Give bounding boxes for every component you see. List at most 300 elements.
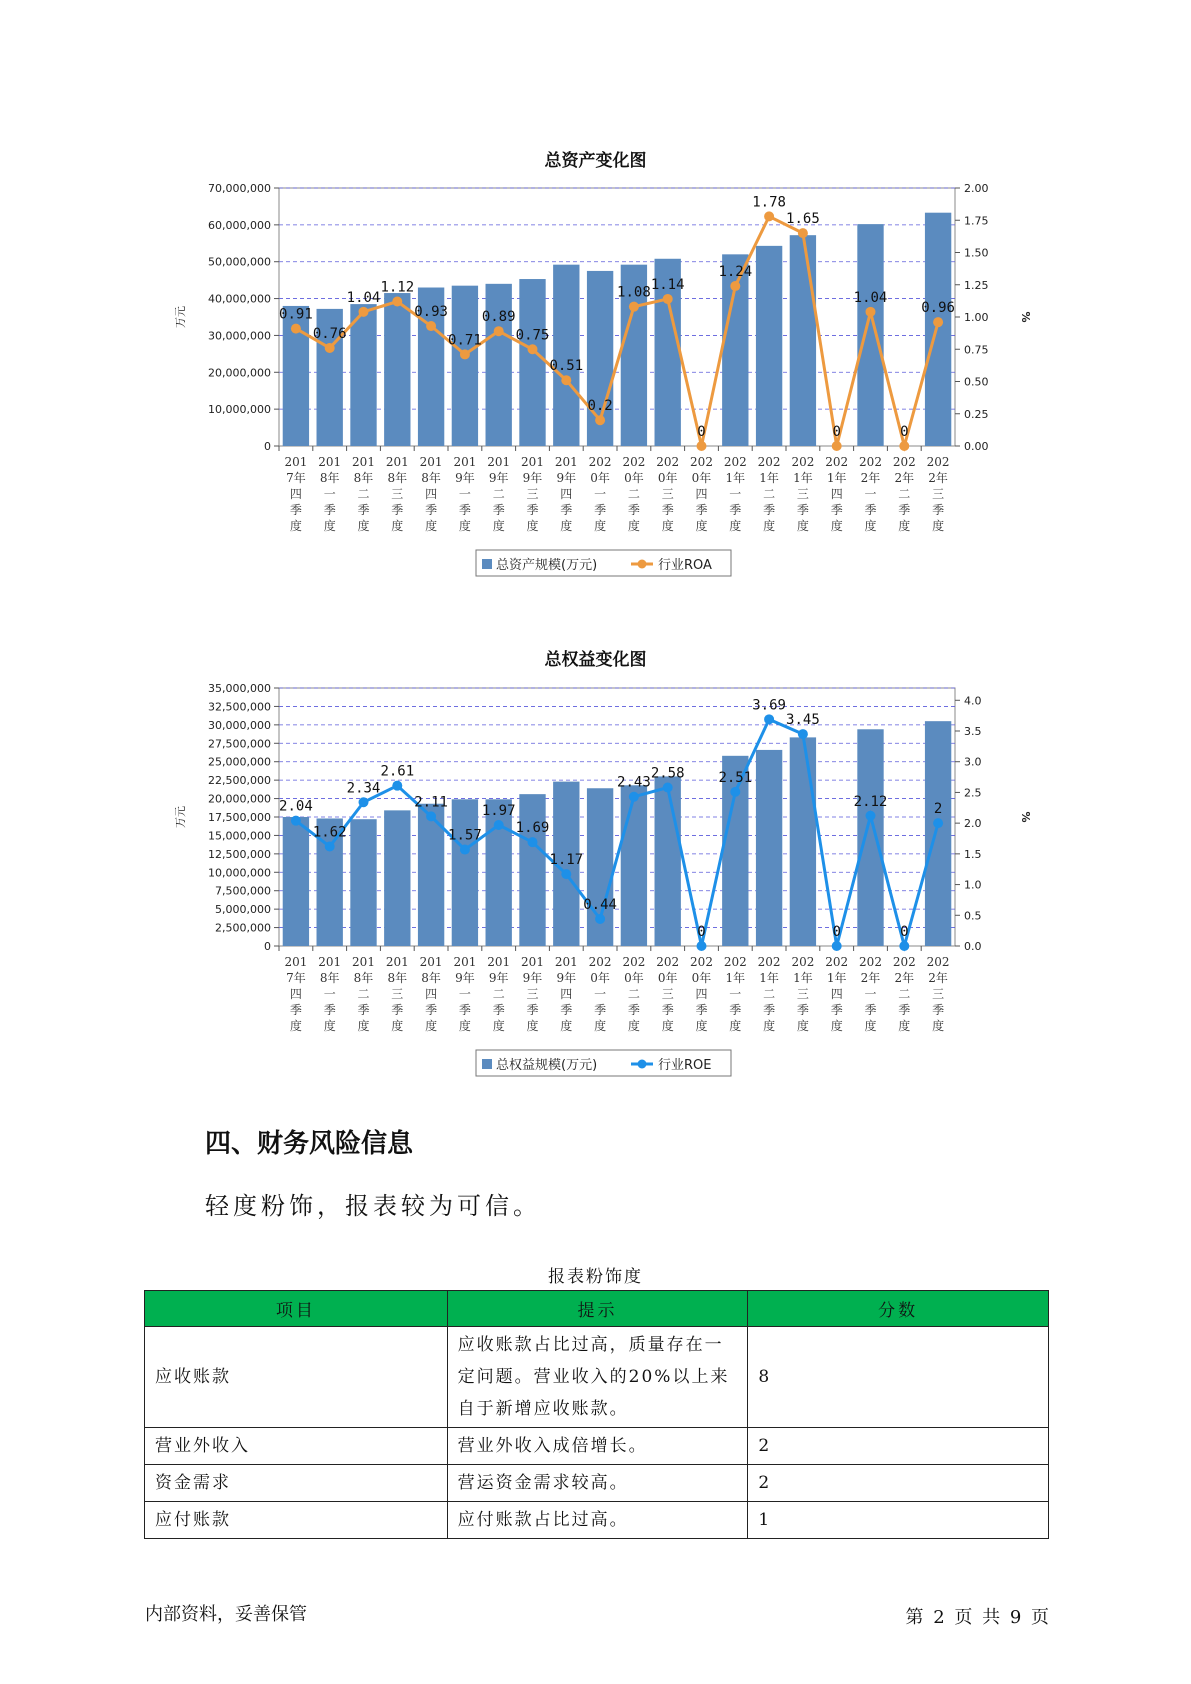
x-tick-label: 201: [385, 955, 409, 969]
x-tick-label: 度: [864, 519, 877, 533]
data-label: 0.96: [921, 300, 955, 317]
bar: [756, 750, 782, 946]
x-tick-label: 2年: [860, 971, 881, 985]
data-label: 0.44: [583, 896, 617, 913]
y-tick-label-left: 50,000,000: [208, 255, 271, 269]
data-label: 2.04: [279, 798, 313, 815]
x-tick-label: 二: [627, 487, 640, 501]
x-tick-label: 度: [729, 519, 742, 533]
data-label: 0: [832, 924, 841, 940]
data-label: 1.24: [718, 264, 753, 281]
series-point: [899, 441, 909, 451]
y-tick-label-left: 60,000,000: [208, 218, 271, 232]
x-tick-label: 1年: [725, 971, 746, 985]
x-tick-label: 季: [357, 503, 370, 517]
x-tick-label: 三: [932, 487, 945, 501]
x-tick-label: 度: [458, 519, 471, 533]
x-tick-label: 二: [763, 987, 776, 1001]
x-tick-label: 四: [695, 487, 708, 501]
x-tick-label: 季: [425, 503, 438, 517]
x-tick-label: 202: [690, 955, 713, 969]
series-point: [798, 729, 808, 739]
y-tick-label-right: 0.00: [964, 440, 989, 453]
data-label: 1.12: [380, 279, 415, 296]
x-tick-label: 一: [729, 487, 742, 501]
x-tick-label: 0年: [590, 971, 610, 985]
x-tick-label: 8年: [387, 471, 408, 485]
x-tick-label: 季: [763, 503, 776, 517]
x-tick-label: 三: [526, 487, 539, 501]
x-tick-label: 201: [284, 955, 308, 969]
x-tick-label: 季: [695, 503, 708, 517]
data-label: 2.12: [853, 793, 888, 810]
y-tick-label-right: 1.25: [964, 278, 989, 292]
series-point: [933, 317, 943, 327]
x-tick-label: 201: [487, 455, 511, 469]
y-tick-label-left: 30,000,000: [208, 718, 271, 732]
series-point: [933, 818, 943, 828]
x-tick-label: 一: [458, 987, 471, 1001]
bar: [790, 737, 816, 946]
legend-bar-label: 总权益规模(万元): [496, 1058, 598, 1073]
row-score: 1: [748, 1502, 1049, 1539]
series-point: [629, 792, 639, 802]
y-tick-label-right: 1.00: [964, 311, 989, 324]
y-tick-label-right: 1.5: [964, 847, 982, 861]
row-hint: 营业外收入成倍增长。: [447, 1428, 748, 1465]
bar: [384, 810, 410, 946]
data-label: 0.51: [549, 358, 584, 375]
x-tick-label: 202: [791, 455, 815, 469]
data-label: 2.11: [414, 794, 448, 811]
x-tick-label: 度: [627, 519, 640, 533]
row-item: 资金需求: [145, 1465, 448, 1502]
x-tick-label: 度: [864, 1019, 877, 1033]
y-tick-label-right: 3.5: [964, 725, 982, 738]
x-tick-label: 度: [492, 519, 505, 533]
x-tick-label: 二: [627, 987, 640, 1001]
bar: [350, 819, 376, 946]
series-point: [291, 816, 301, 826]
legend-bar-swatch: [482, 559, 492, 569]
x-tick-label: 季: [932, 1003, 945, 1017]
table-header-hint: 提示: [447, 1291, 748, 1327]
y-tick-label-left: 70,000,000: [208, 182, 271, 195]
x-tick-label: 季: [729, 503, 742, 517]
section-body: 轻度粉饰，报表较为可信。: [205, 1192, 541, 1220]
x-tick-label: 1年: [826, 971, 847, 985]
data-label: 0.76: [312, 325, 347, 342]
bar: [350, 304, 376, 446]
x-tick-label: 7年: [286, 971, 306, 985]
bar: [925, 721, 951, 946]
x-tick-label: 四: [560, 987, 573, 1001]
data-label: 1.65: [786, 211, 820, 228]
series-point: [359, 307, 369, 317]
x-tick-label: 季: [560, 503, 573, 517]
x-tick-label: 度: [661, 1019, 674, 1033]
x-tick-label: 季: [695, 1003, 708, 1017]
x-tick-label: 度: [425, 1019, 438, 1033]
y-tick-label-left: 12,500,000: [208, 847, 271, 861]
x-tick-label: 度: [763, 519, 776, 533]
x-tick-label: 度: [560, 1019, 573, 1033]
x-tick-label: 季: [526, 1003, 539, 1017]
series-point: [426, 321, 436, 331]
series-point: [798, 228, 808, 238]
x-tick-label: 三: [391, 487, 404, 501]
data-label: 0.2: [587, 398, 613, 415]
x-tick-label: 202: [588, 955, 612, 969]
series-point: [764, 211, 774, 221]
series-point: [460, 845, 470, 855]
x-tick-label: 202: [757, 955, 781, 969]
x-tick-label: 8年: [421, 971, 441, 985]
x-tick-label: 度: [830, 1019, 843, 1033]
y-tick-label-left: 0: [264, 940, 271, 953]
data-label: 1.04: [853, 289, 888, 306]
x-tick-label: 季: [932, 503, 945, 517]
data-label: 2: [933, 801, 943, 818]
x-tick-label: 0年: [590, 471, 610, 485]
legend-line-label: 行业ROE: [658, 1058, 712, 1073]
x-tick-label: 201: [487, 955, 511, 969]
x-tick-label: 季: [898, 503, 911, 517]
x-tick-label: 季: [391, 1003, 404, 1017]
x-tick-label: 度: [898, 519, 911, 533]
x-tick-label: 一: [323, 487, 336, 501]
x-tick-label: 度: [323, 519, 336, 533]
x-tick-label: 二: [763, 487, 776, 501]
x-tick-label: 201: [318, 455, 342, 469]
x-tick-label: 度: [594, 1019, 607, 1033]
y-tick-label-right: 0.25: [964, 407, 989, 421]
x-tick-label: 8年: [353, 971, 374, 985]
x-tick-label: 季: [560, 1003, 573, 1017]
x-tick-label: 201: [284, 455, 308, 469]
x-tick-label: 202: [926, 955, 950, 969]
x-tick-label: 201: [554, 455, 578, 469]
x-tick-label: 度: [695, 1019, 708, 1033]
table-row: [145, 1428, 1049, 1465]
row-score: 2: [748, 1465, 1049, 1502]
legend-line-label: 行业ROA: [658, 558, 712, 573]
data-label: 1.04: [346, 289, 381, 306]
y-tick-label-right: 2.00: [964, 182, 989, 195]
bar: [452, 799, 478, 946]
data-label: 1.78: [752, 194, 786, 211]
data-label: 2.43: [617, 774, 651, 791]
x-tick-label: 四: [695, 987, 708, 1001]
series-point: [426, 811, 436, 821]
x-tick-label: 季: [830, 1003, 843, 1017]
x-tick-label: 四: [830, 487, 843, 501]
series-point: [866, 811, 876, 821]
x-tick-label: 二: [898, 987, 911, 1001]
x-tick-label: 季: [391, 503, 404, 517]
bar: [621, 785, 647, 946]
x-tick-label: 1年: [826, 471, 847, 485]
x-tick-label: 0年: [691, 971, 712, 985]
x-tick-label: 一: [594, 487, 607, 501]
y-tick-label-right: 1.75: [964, 214, 989, 228]
x-tick-label: 一: [864, 487, 877, 501]
x-tick-label: 三: [932, 987, 945, 1001]
x-tick-label: 201: [419, 955, 443, 969]
y-tick-label-right: 0.5: [964, 909, 982, 923]
series-point: [730, 281, 740, 291]
x-tick-label: 202: [825, 455, 849, 469]
x-tick-label: 9年: [522, 971, 543, 985]
x-tick-label: 9年: [455, 971, 475, 985]
x-tick-label: 8年: [421, 471, 441, 485]
bar: [790, 235, 816, 446]
x-tick-label: 二: [898, 487, 911, 501]
x-tick-label: 季: [594, 1003, 607, 1017]
series-point: [561, 375, 571, 385]
series-point: [663, 294, 673, 304]
legend-bar-swatch: [482, 1059, 492, 1069]
y-tick-label-left: 32,500,000: [208, 700, 271, 714]
x-tick-label: 201: [521, 955, 544, 969]
x-tick-label: 8年: [319, 971, 340, 985]
y-tick-label-left: 0: [264, 440, 271, 453]
x-tick-label: 2年: [928, 971, 948, 985]
x-tick-label: 202: [723, 455, 747, 469]
y-tick-label-right: 4.0: [964, 694, 982, 708]
x-tick-label: 度: [289, 1019, 302, 1033]
chart-title-total-equity: 总权益变化图: [544, 650, 647, 670]
x-tick-label: 7年: [286, 471, 306, 485]
x-tick-label: 2年: [928, 471, 948, 485]
x-tick-label: 201: [554, 955, 578, 969]
x-tick-label: 8年: [353, 471, 374, 485]
x-tick-label: 三: [391, 987, 404, 1001]
x-tick-label: 2年: [860, 471, 881, 485]
x-tick-label: 季: [289, 1003, 302, 1017]
x-tick-label: 二: [357, 987, 370, 1001]
data-label: 0: [900, 424, 909, 440]
x-tick-label: 202: [859, 455, 882, 469]
series-point: [595, 914, 605, 924]
bar: [655, 776, 681, 946]
x-tick-label: 一: [594, 987, 607, 1001]
section-heading: 四、财务风险信息: [205, 1129, 414, 1159]
x-tick-label: 四: [425, 987, 438, 1001]
series-point: [899, 941, 909, 951]
row-score: 8: [748, 1327, 1049, 1428]
data-label: 2.58: [650, 765, 685, 782]
x-tick-label: 度: [695, 519, 708, 533]
data-label: 0.89: [481, 309, 516, 326]
x-tick-label: 季: [729, 1003, 742, 1017]
bar: [519, 279, 545, 446]
y-tick-label-left: 35,000,000: [208, 682, 271, 695]
x-tick-label: 9年: [488, 471, 509, 485]
x-tick-label: 季: [492, 503, 505, 517]
x-tick-label: 202: [656, 955, 680, 969]
y-axis-title-left: 万元: [174, 306, 187, 328]
x-tick-label: 度: [932, 1019, 945, 1033]
data-label: 0.91: [279, 306, 313, 323]
y-tick-label-right: 0.50: [964, 375, 989, 389]
x-tick-label: 三: [796, 987, 809, 1001]
data-label: 0: [832, 424, 841, 440]
x-tick-label: 季: [357, 1003, 370, 1017]
bar: [857, 224, 883, 446]
x-tick-label: 季: [864, 1003, 877, 1017]
x-tick-label: 度: [323, 1019, 336, 1033]
data-label: 3.69: [752, 697, 786, 714]
x-tick-label: 四: [425, 487, 438, 501]
legend-line-marker: [638, 560, 647, 569]
bar: [857, 729, 883, 946]
y-tick-label-right: 0.75: [964, 343, 989, 357]
y-tick-label-right: 2.0: [964, 817, 982, 831]
bar: [519, 794, 545, 946]
y-tick-label-left: 7,500,000: [215, 884, 271, 898]
y-tick-label-left: 10,000,000: [208, 403, 271, 417]
x-tick-label: 一: [458, 487, 471, 501]
series-point: [325, 343, 335, 353]
series-point: [697, 941, 707, 951]
x-tick-label: 季: [323, 503, 336, 517]
x-tick-label: 202: [656, 455, 680, 469]
y-axis-title-right: %: [1019, 311, 1032, 323]
x-tick-label: 1年: [725, 471, 746, 485]
x-tick-label: 季: [458, 1003, 471, 1017]
series-point: [595, 415, 605, 425]
bar: [553, 265, 579, 446]
data-label: 1.69: [515, 820, 550, 837]
table-caption: 报表粉饰度: [548, 1267, 643, 1287]
series-point: [359, 797, 369, 807]
x-tick-label: 202: [588, 455, 612, 469]
x-tick-label: 201: [352, 455, 375, 469]
x-tick-label: 度: [357, 1019, 370, 1033]
row-hint: 应收账款占比过高，质量存在一定问题。营业收入的20%以上来自于新增应收账款。: [447, 1327, 748, 1428]
chart-title-total-assets: 总资产变化图: [544, 151, 647, 171]
y-tick-label-left: 2,500,000: [215, 921, 271, 935]
x-tick-label: 8年: [319, 471, 340, 485]
series-point: [629, 302, 639, 312]
x-tick-label: 度: [560, 519, 573, 533]
bar: [756, 246, 782, 446]
row-hint: 营运资金需求较高。: [447, 1465, 748, 1502]
x-tick-label: 201: [453, 955, 477, 969]
x-tick-label: 202: [690, 455, 713, 469]
x-tick-label: 度: [729, 1019, 742, 1033]
x-tick-label: 度: [763, 1019, 776, 1033]
data-label: 1.14: [650, 276, 685, 293]
footer-page-number: 第 2 页 共 9 页: [905, 1607, 1049, 1628]
series-point: [697, 441, 707, 451]
table-row: [145, 1327, 1049, 1428]
data-label: 1.57: [448, 827, 482, 844]
x-tick-label: 202: [791, 955, 815, 969]
series-point: [392, 297, 402, 307]
x-tick-label: 202: [757, 455, 781, 469]
x-tick-label: 度: [492, 1019, 505, 1033]
x-tick-label: 四: [289, 487, 302, 501]
y-tick-label-left: 20,000,000: [208, 366, 271, 380]
bar: [384, 293, 410, 446]
x-tick-label: 202: [723, 955, 747, 969]
x-tick-label: 0年: [657, 471, 678, 485]
x-tick-label: 0年: [657, 971, 678, 985]
x-tick-label: 季: [796, 1003, 809, 1017]
row-score: 2: [748, 1428, 1049, 1465]
x-tick-label: 1年: [759, 971, 779, 985]
y-tick-label-right: 2.5: [964, 786, 982, 800]
x-tick-label: 季: [898, 1003, 911, 1017]
x-tick-label: 202: [825, 955, 849, 969]
x-tick-label: 二: [492, 987, 505, 1001]
x-tick-label: 度: [796, 519, 809, 533]
y-tick-label-left: 25,000,000: [208, 755, 271, 769]
bar: [486, 284, 512, 446]
row-hint: 应付账款占比过高。: [447, 1502, 748, 1539]
x-tick-label: 202: [622, 455, 646, 469]
x-tick-label: 0年: [624, 471, 644, 485]
x-tick-label: 0年: [624, 971, 644, 985]
y-tick-label-right: 3.0: [964, 755, 982, 769]
plot-area: [279, 188, 955, 446]
chart-total-equity: [0, 676, 1191, 1106]
x-tick-label: 季: [763, 1003, 776, 1017]
data-label: 0: [697, 924, 706, 940]
x-tick-label: 度: [526, 1019, 539, 1033]
x-tick-label: 202: [859, 955, 882, 969]
x-tick-label: 一: [729, 987, 742, 1001]
x-tick-label: 202: [892, 955, 916, 969]
x-tick-label: 1年: [759, 471, 779, 485]
y-tick-label-left: 22,500,000: [208, 774, 271, 788]
y-tick-label-left: 17,500,000: [208, 811, 271, 824]
series-point: [528, 344, 538, 354]
x-tick-label: 201: [419, 455, 443, 469]
series-point: [494, 820, 504, 830]
data-label: 1.62: [312, 824, 347, 841]
x-tick-label: 度: [898, 1019, 911, 1033]
x-tick-label: 季: [627, 503, 640, 517]
y-tick-label-left: 30,000,000: [208, 329, 271, 343]
x-tick-label: 201: [318, 955, 342, 969]
x-tick-label: 201: [385, 455, 409, 469]
x-tick-label: 三: [526, 987, 539, 1001]
x-tick-label: 一: [323, 987, 336, 1001]
data-label: 2.61: [380, 763, 415, 780]
data-label: 3.45: [786, 712, 820, 729]
x-tick-label: 9年: [522, 471, 543, 485]
x-tick-label: 9年: [556, 471, 577, 485]
x-tick-label: 201: [453, 455, 477, 469]
y-axis-title-left: 万元: [174, 806, 187, 828]
data-label: 0: [900, 924, 909, 940]
x-tick-label: 9年: [556, 971, 577, 985]
y-tick-label-right: 1.50: [964, 246, 989, 260]
x-tick-label: 季: [323, 1003, 336, 1017]
series-point: [291, 324, 301, 334]
x-tick-label: 一: [864, 987, 877, 1001]
x-tick-label: 202: [622, 955, 646, 969]
data-label: 1.17: [549, 852, 584, 869]
x-tick-label: 度: [458, 1019, 471, 1033]
data-label: 1.08: [617, 284, 651, 301]
row-item: 应付账款: [145, 1502, 448, 1539]
y-tick-label-right: 1.0: [964, 878, 982, 892]
series-point: [663, 783, 673, 793]
